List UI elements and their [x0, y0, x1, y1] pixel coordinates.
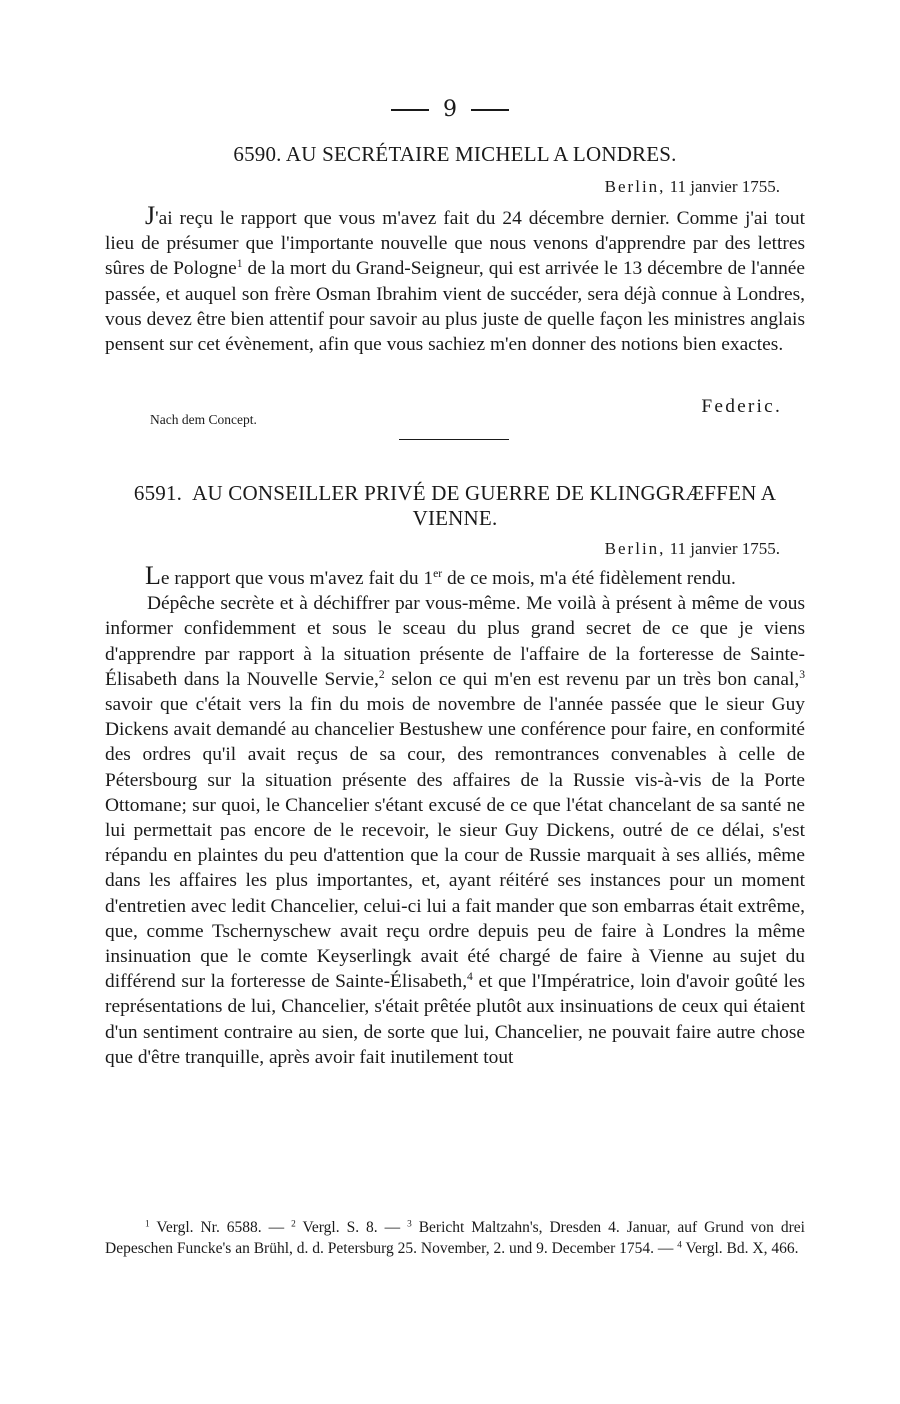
footnotes: [105, 1217, 805, 1259]
letter-6590-paragraph: [105, 203, 805, 357]
footnote-text-1: Vergl. Nr. 6588. —: [149, 1219, 292, 1236]
letter-6591-p1-text: e rapport que vous m'avez fait du 1: [160, 568, 434, 589]
letter-6591-title: AU CONSEILLER PRIVÉ DE GUERRE DE KLINGGRÆFFEN A VIENNE.: [192, 481, 777, 530]
page-number-dash-right: [471, 109, 509, 111]
footnote-ref-4: 4: [467, 970, 473, 984]
letter-6591-date: 11 janvier 1755.: [669, 539, 780, 558]
footnote-mark-2: 2: [291, 1219, 296, 1230]
letter-6590-initial: J: [145, 201, 156, 230]
letter-6591-paragraph-2: [105, 591, 805, 1070]
letter-6590-title: AU SECRÉTAIRE MICHELL A LONDRES.: [285, 142, 677, 166]
section-divider: [399, 439, 509, 440]
page-number-value: 9: [443, 97, 457, 122]
letter-6591-initial: L: [145, 561, 161, 590]
letter-6590-number: 6590.: [233, 142, 282, 166]
letter-6590-place: Berlin,: [604, 177, 666, 196]
letter-6591-p1-text-cont: de ce mois, m'a été fidèlement rendu.: [442, 568, 736, 589]
ordinal-sup: er: [433, 567, 443, 581]
letter-6590-date: 11 janvier 1755.: [669, 177, 780, 196]
letter-6590-signature: Federic.: [701, 396, 782, 417]
letter-6591-p2-text-a: Dépêche secrète et à déchiffrer par vous-même. Me voilà à présent à même de vous informer confidemment et sous le sceau du plus grand secret de ce que je viens d'apprendre par rapport à la situation présente de l'affaire de la forteresse de Sainte-Élisabeth dans la Nouvelle Servie,: [105, 593, 805, 690]
letter-6590-body: [105, 203, 805, 357]
letter-6591-place: Berlin,: [604, 539, 666, 558]
page-number: [0, 97, 900, 123]
footnote-text-2: Vergl. S. 8. —: [295, 1219, 408, 1236]
footnote-ref-3: 3: [799, 667, 805, 681]
letter-6590-text: 'ai reçu le rapport que vous m'avez fait du 24 décembre dernier. Comme j'ai tout lieu de présumer que l'importante nouvelle que nous venons d'apprendre par des lettres sûres de Pologne: [105, 208, 805, 280]
letter-6590-text-cont: de la mort du Grand-Seigneur, qui est arrivée le 13 décembre de l'année passée, et auquel son frère Osman Ibrahim vient de succéder, sera déjà connue à Londres, vous devez être bien attentif pour savoir au plus juste de quelle façon les ministres anglais pensent sur cet évènement, afin que vous sachiez m'en donner des notions bien exactes.: [105, 258, 805, 356]
footnote-mark-4: 4: [677, 1240, 682, 1251]
footnote-text-3: Bericht Maltzahn's, Dresden 4. Januar, auf Grund von drei Depeschen Funcke's an Brühl, d. d. Petersburg 25. November, 2. und 9. December 1754. —: [105, 1219, 805, 1257]
letter-6591-number: 6591.: [133, 481, 183, 505]
footnote-mark-3: 3: [407, 1219, 412, 1230]
letter-6591-p2-text-d: et que l'Impératrice, loin d'avoir goûté les représentations de lui, Chancelier, s'était prêtée plutôt aux insinuations de ceux qui étaient d'un sentiment contraire au sien, de sorte que lui, Chancelier, ne pouvait faire autre chose que d'être tranquille, après avoir fait inutilement tout: [105, 971, 806, 1068]
footnote-ref-2: 2: [378, 667, 385, 681]
letter-6591-heading: [105, 481, 805, 531]
letter-6591-dateline: [380, 539, 780, 559]
letter-6591-body: [105, 563, 805, 1070]
letter-6590-dateline: [380, 177, 780, 197]
letter-6591-p2-text-b: selon ce qui m'en est revenu par un très bon canal,: [384, 668, 800, 690]
footnote-ref-1: 1: [236, 257, 243, 271]
letter-6591-p2-text-c: savoir que c'était vers la fin du mois de novembre de l'année passée que le sieur Guy Dickens avait demandé au chancelier Bestushew une conférence pour faire, en conformité des ordres qu'il avait reçus de sa cour, des remontrances convenables à celle de Pétersbourg sur la situation présente des affaires de la Russie vis-à-vis de la Porte Ottomane; sur quoi, le Chancelier s'étant excusé de ce que l'état chancelant de sa santé ne lui permettait pas encore de le recevoir, le sieur Guy Dickens, outré de ce délai, s'est répandu en plaintes du peu d'attention que la cour de Russie marquait à ses alliés, même dans les affaires les plus importantes, et, ayant réitéré ses instances pour un moment d'entretien avec ledit Chancelier, celui-ci lui a fait mander que son embarras était extrême, que, comme Tschernyschew avait reçu ordre depuis peu de faire à Londres la même insinuation que le comte Keyserlingk avait été chargé de faire à Vienne au sujet du différend sur la forteresse de Sainte-Élisabeth,: [105, 694, 805, 993]
letter-6590-heading: [105, 142, 805, 167]
letter-6590-source-note: Nach dem Concept.: [150, 412, 257, 427]
page-number-dash-left: [391, 109, 429, 111]
footnote-text-4: Vergl. Bd. X, 466.: [681, 1240, 799, 1257]
footnote-mark-1: 1: [145, 1219, 150, 1230]
letter-6591-paragraph-1: [105, 563, 805, 591]
